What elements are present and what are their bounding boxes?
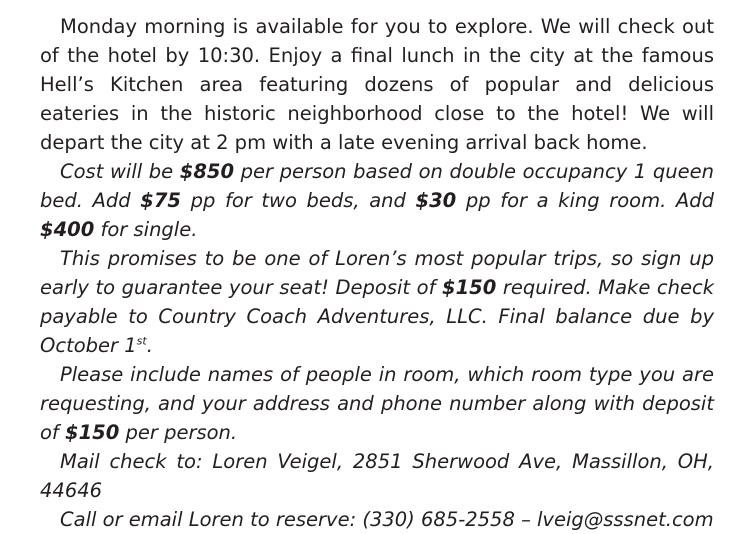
ordinal-suffix: st [136,334,147,348]
cost-single-price: $400 [40,218,95,241]
contact-paragraph: Call or email Loren to reserve: (330) 685-2558 – lveig@sssnet.com [60,508,714,531]
cost-text-3: pp for two beds, and [180,189,416,212]
deposit-text-3: . [146,334,153,357]
cost-text-4: pp for a king room. Add [456,189,714,212]
cost-king-price: $30 [415,189,457,212]
cost-double-price: $850 [179,160,235,183]
cost-two-beds-price: $75 [140,189,181,212]
cost-text-2: per person based on double occupancy 1 queen bed. Add [40,160,714,212]
cost-paragraph [40,157,714,244]
cost-text-5: for single. [94,218,198,241]
cost-text-1: Cost will be [60,160,180,183]
deposit-amount: $150 [442,276,497,299]
include-deposit-amount: $150 [65,421,120,444]
deposit-paragraph [40,244,714,360]
deposit-text-2: required. Make check payable to Country Coach Adventures, LLC. Final balance due by October 1 [40,276,714,357]
include-paragraph [40,360,714,447]
mail-address-paragraph: Mail check to: Loren Veigel, 2851 Sherwood Ave, Massillon, OH, 44646 [40,450,714,502]
deposit-text-1: This promises to be one of Loren’s most popular trips, so sign up early to guarantee your seat! Deposit of [40,247,714,299]
include-text-2: per person. [119,421,238,444]
include-text-1: Please include names of people in room, which room type you are requesting, and your address and phone number along with deposit of [40,363,714,444]
departure-paragraph: Monday morning is available for you to explore. We will check out of the hotel by 10:30. Enjoy a final lunch in the city at the famous Hell’s Kitchen area featuring dozens of popular and delicious eateries in the historic neighborhood close to the hotel! We will depart the city at 2 pm with a late evening arrival back home. [40,15,714,154]
